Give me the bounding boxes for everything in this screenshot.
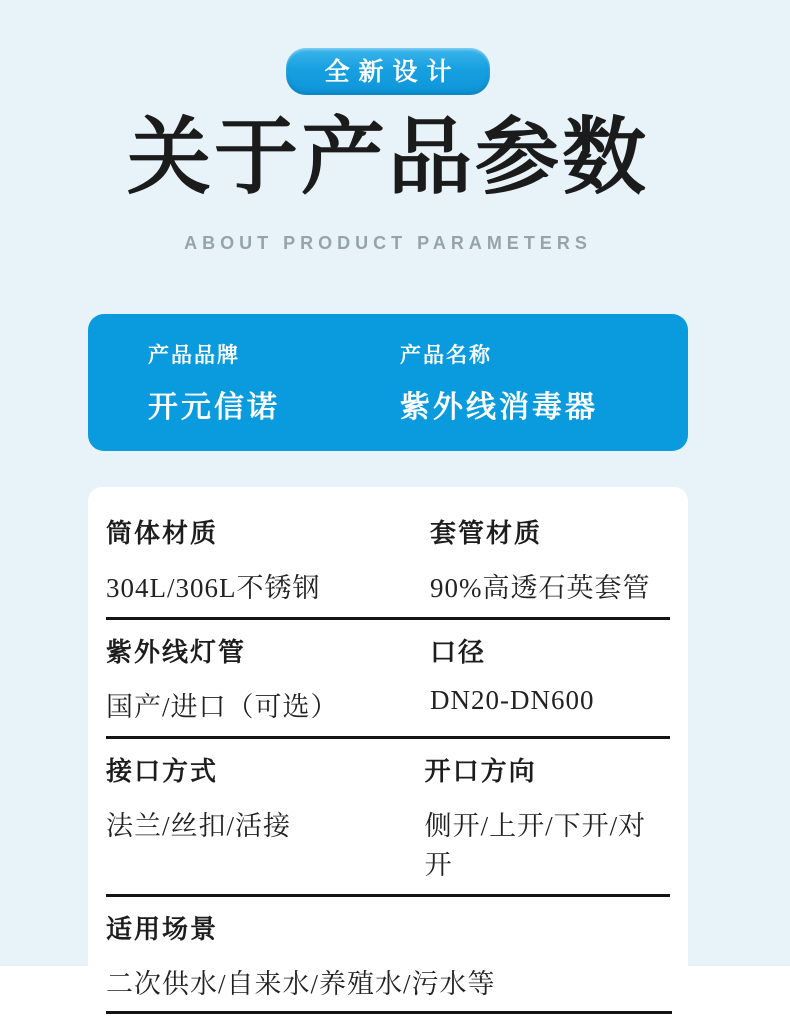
- content-column: [88, 0, 688, 1024]
- spec-row-applications: [106, 897, 670, 1014]
- spec-card: [88, 487, 688, 1024]
- product-name-label: 产品名称: [400, 343, 492, 367]
- spec-value: 90%高透石英套管: [430, 573, 651, 603]
- spec-label: 套管材质: [430, 519, 543, 548]
- spec-cell-sleeve-material: [430, 513, 651, 605]
- brand-card: [88, 314, 688, 451]
- brand-column: [148, 339, 400, 426]
- spec-cell-body-material: [106, 513, 430, 605]
- spec-cell-diameter: [430, 632, 595, 724]
- spec-value: 304L/306L不锈钢: [106, 573, 321, 603]
- spec-cell-opening-direction: [425, 751, 670, 882]
- brand-label: 产品品牌: [148, 343, 240, 367]
- page-title: 关于产品参数: [126, 112, 649, 205]
- spec-row-materials: [106, 501, 670, 620]
- spec-value: 国产/进口（可选）: [106, 692, 339, 722]
- spec-label: 筒体材质: [106, 519, 219, 548]
- spec-value: 法兰/丝扣/活接: [106, 811, 292, 841]
- spec-label: 口径: [430, 638, 487, 667]
- page-subtitle: ABOUT PRODUCT PARAMETERS: [184, 233, 592, 253]
- spec-value: 侧开/上开/下开/对开: [424, 811, 647, 880]
- spec-label: 适用场景: [106, 915, 219, 944]
- spec-cell-connection-type: [106, 751, 425, 882]
- spec-cell-uv-lamp: [106, 632, 430, 724]
- spec-row-connection-opening: [106, 739, 670, 897]
- spec-cell-applicable-scenes: [106, 909, 672, 1014]
- spec-value: DN20-DN600: [430, 685, 595, 715]
- product-name-value: 紫外线消毒器: [400, 391, 598, 424]
- new-design-badge: 全新设计: [286, 48, 490, 95]
- product-name-column: [400, 339, 598, 426]
- spec-label: 接口方式: [106, 757, 219, 786]
- spec-label: 紫外线灯管: [106, 638, 247, 667]
- spec-value: 二次供水/自来水/养殖水/污水等: [106, 962, 672, 1014]
- badge-row: [88, 0, 688, 95]
- spec-label: 开口方向: [424, 757, 537, 786]
- spec-row-lamp-diameter: [106, 620, 670, 739]
- brand-value: 开元信诺: [148, 391, 280, 424]
